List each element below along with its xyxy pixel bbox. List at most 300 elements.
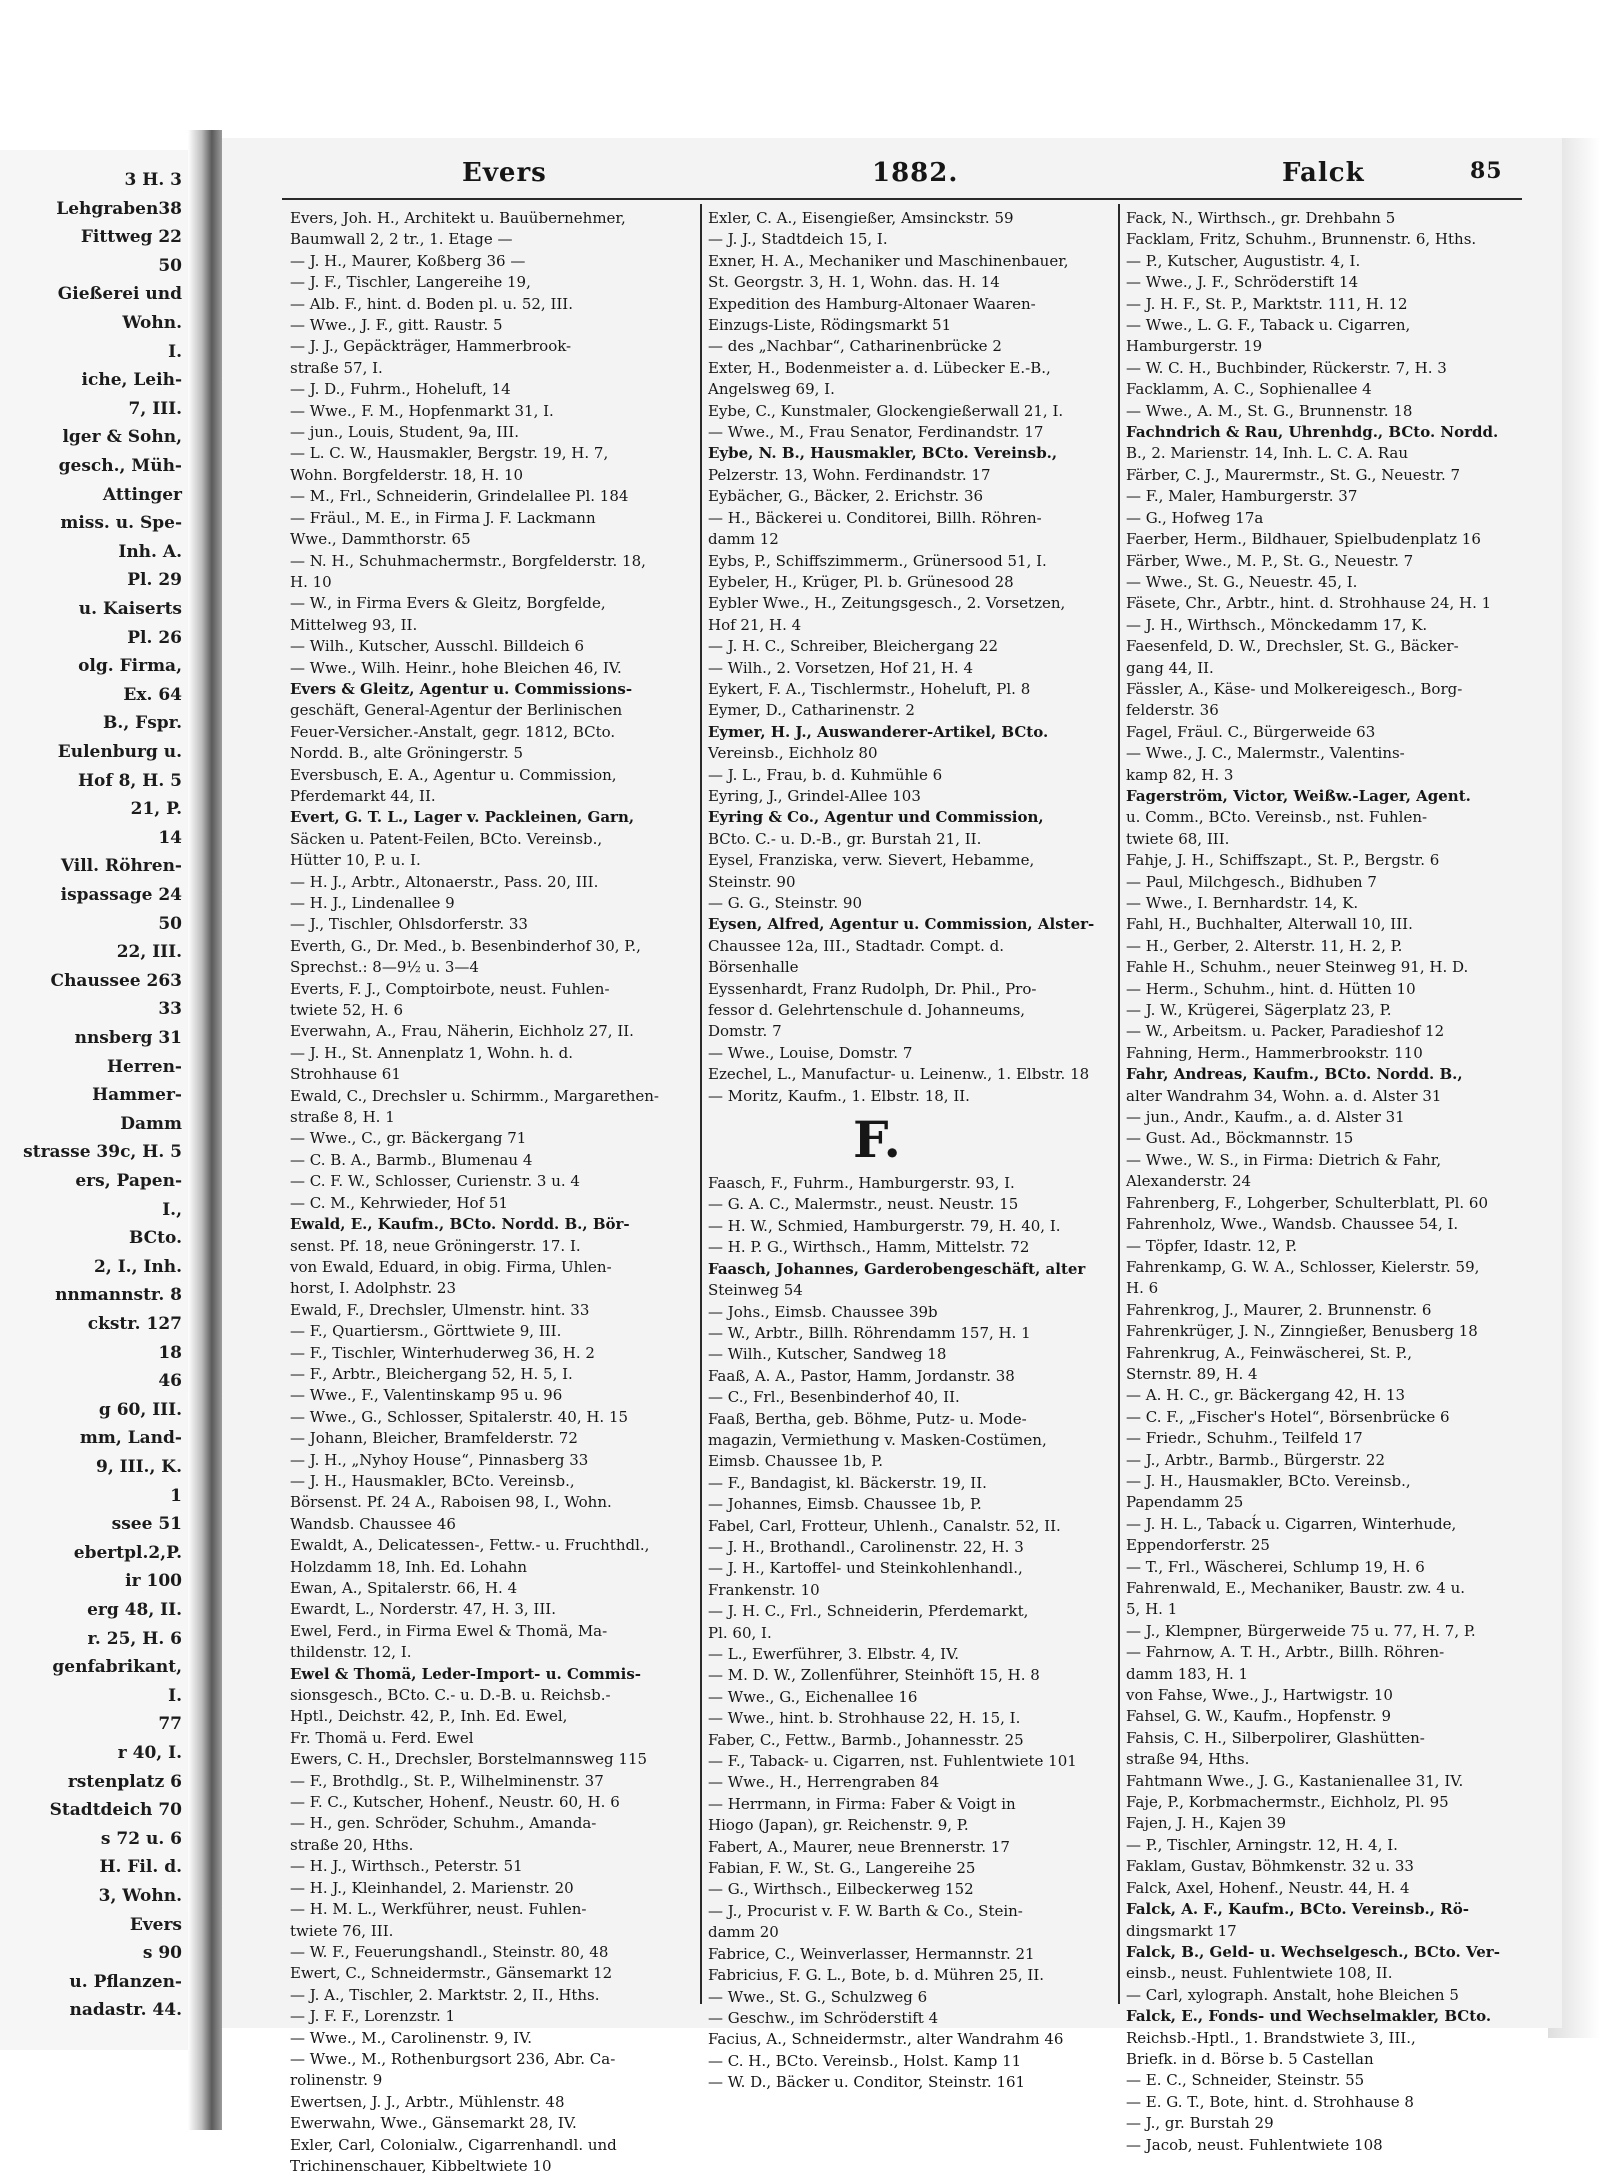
directory-entry-line: Eppendorferstr. 25 xyxy=(1126,1536,1270,1555)
left-page-fragment: BCto. xyxy=(128,1228,182,1249)
left-page-fragment: Pl. 29 xyxy=(127,570,182,591)
directory-entry-line: — Friedr., Schuhm., Teilfeld 17 xyxy=(1126,1429,1363,1448)
left-page-fragment: 2, I., Inh. xyxy=(94,1256,182,1277)
directory-entry-line: — J., Tischler, Ohlsdorferstr. 33 xyxy=(290,915,528,934)
directory-entry-line: Wwe., Dammthorstr. 65 xyxy=(290,530,471,549)
left-page-fragment: 1 xyxy=(170,1485,182,1506)
directory-entry-line: Fagerström, Victor, Weißw.-Lager, Agent. xyxy=(1126,786,1471,805)
directory-entry-line: — J., Klempner, Bürgerweide 75 u. 77, H. 7, P. xyxy=(1126,1621,1476,1640)
directory-entry-line: alter Wandrahm 34, Wohn. a. d. Alster 31 xyxy=(1126,1086,1442,1105)
directory-entry-line: Everts, F. J., Comptoirbote, neust. Fuhlen- xyxy=(290,979,610,998)
directory-entry-line: — Wwe., H., Herrengraben 84 xyxy=(708,1773,940,1792)
left-page-fragment: Attinger xyxy=(102,484,182,505)
directory-entry-line: — Johs., Eimsb. Chaussee 39b xyxy=(708,1302,938,1321)
left-page-fragment: r 40, I. xyxy=(117,1743,182,1763)
directory-entry-line: Facklam, Fritz, Schuhm., Brunnenstr. 6, Hths. xyxy=(1126,230,1477,249)
directory-entry-line: — F., Tischler, Winterhuderweg 36, H. 2 xyxy=(290,1343,595,1362)
directory-entry-line: — M., Frl., Schneiderin, Grindelallee Pl. 184 xyxy=(290,487,629,506)
directory-entry-line: — Wwe., St. G., Neuestr. 45, I. xyxy=(1126,572,1358,591)
left-page-fragment: Vill. Röhren- xyxy=(60,856,182,877)
directory-entry-line: — Herrmann, in Firma: Faber & Voigt in xyxy=(708,1794,1016,1813)
directory-entry-line: Fr. Thomä u. Ferd. Ewel xyxy=(290,1728,474,1747)
directory-entry-line: BCto. C.- u. D.-B., gr. Burstah 21, II. xyxy=(708,829,982,848)
directory-entry-line: sionsgesch., BCto. C.- u. D.-B. u. Reichsb.- xyxy=(290,1686,611,1705)
directory-entry-line: — Wwe., J. F., gitt. Raustr. 5 xyxy=(290,316,503,335)
directory-entry-line: straße 20, Hths. xyxy=(290,1835,414,1854)
directory-entry-line: straße 94, Hths. xyxy=(1126,1750,1250,1769)
header-year: 1882. xyxy=(872,158,959,188)
directory-entry-line: felderstr. 36 xyxy=(1126,701,1219,720)
directory-entry-line: Eyssenhardt, Franz Rudolph, Dr. Phil., Pro- xyxy=(708,979,1037,998)
directory-entry-line: Eybächer, G., Bäcker, 2. Erichstr. 36 xyxy=(708,487,984,506)
directory-entry-line: Falck, Axel, Hohenf., Neustr. 44, H. 4 xyxy=(1126,1878,1410,1897)
directory-entry-line: — Johannes, Eimsb. Chaussee 1b, P. xyxy=(708,1495,982,1514)
directory-entry-line: Fajen, J. H., Kajen 39 xyxy=(1126,1814,1287,1833)
directory-entry-line: — des „Nachbar“, Catharinenbrücke 2 xyxy=(708,337,1002,356)
directory-entry-line: — Wwe., M., Rothenburgsort 236, Abr. Ca- xyxy=(290,2049,616,2068)
directory-entry-line: thildenstr. 12, I. xyxy=(290,1643,412,1662)
left-page-fragment: gesch., Müh- xyxy=(58,456,182,476)
directory-entry-line: Faesenfeld, D. W., Drechsler, St. G., Bäcker- xyxy=(1126,637,1459,656)
directory-entry-line: Hiogo (Japan), gr. Reichenstr. 9, P. xyxy=(708,1816,969,1835)
directory-entry-line: Fagel, Fräul. C., Bürgerweide 63 xyxy=(1126,722,1376,741)
directory-entry-line: Fahl, H., Buchhalter, Alterwall 10, III. xyxy=(1126,915,1413,934)
directory-entry-line: senst. Pf. 18, neue Gröningerstr. 17. I. xyxy=(290,1236,581,1255)
directory-entry-line: Everth, G., Dr. Med., b. Besenbinderhof 30, P., xyxy=(290,936,641,955)
directory-entry-line: Faaß, A. A., Pastor, Hamm, Jordanstr. 38 xyxy=(708,1366,1015,1385)
directory-entry-line: magazin, Vermiethung v. Masken-Costümen, xyxy=(708,1430,1047,1449)
directory-entry-line: Ewardt, L., Norderstr. 47, H. 3, III. xyxy=(290,1600,556,1619)
directory-entry-line: — F., Arbtr., Bleichergang 52, H. 5, I. xyxy=(290,1364,573,1383)
directory-entry-line: Fahtmann Wwe., J. G., Kastanienallee 31, IV. xyxy=(1126,1771,1464,1790)
directory-entry-line: — A. H. C., gr. Bäckergang 42, H. 13 xyxy=(1126,1386,1406,1405)
directory-entry-line: — H., Gerber, 2. Alterstr. 11, H. 2, P. xyxy=(1126,936,1403,955)
directory-entry-line: — P., Kutscher, Augustistr. 4, I. xyxy=(1126,251,1361,270)
directory-column-3 xyxy=(1126,208,1524,2154)
directory-entry-line: — H. J., Kleinhandel, 2. Marienstr. 20 xyxy=(290,1878,574,1897)
directory-entry-line: — G., Hofweg 17a xyxy=(1126,508,1264,527)
directory-entry-line: Fässler, A., Käse- und Molkereigesch., Borg- xyxy=(1126,679,1463,698)
directory-entry-line: — E. G. T., Bote, hint. d. Strohhause 8 xyxy=(1126,2092,1414,2111)
directory-entry-line: — L. C. W., Hausmakler, Bergstr. 19, H. 7, xyxy=(290,444,609,463)
directory-entry-line: Evers, Joh. H., Architekt u. Bauübernehmer, xyxy=(290,209,626,227)
directory-entry-line: — J. F. F., Lorenzstr. 1 xyxy=(290,2007,456,2026)
directory-entry-line: Reichsb.-Hptl., 1. Brandstwiete 3, III., xyxy=(1126,2028,1416,2047)
directory-entry-line: rolinenstr. 9 xyxy=(290,2071,383,2090)
directory-entry-line: — F. C., Kutscher, Hohenf., Neustr. 60, H. 6 xyxy=(290,1793,620,1812)
directory-entry-line: Fahning, Herm., Hammerbrookstr. 110 xyxy=(1126,1043,1423,1062)
header-rule xyxy=(282,198,1522,200)
directory-entry-line: — Geschw., im Schröderstift 4 xyxy=(708,2008,939,2027)
directory-entry-line: Ezechel, L., Manufactur- u. Leinenw., 1. Elbstr. 18 xyxy=(708,1065,1090,1084)
directory-entry-line: — Wwe., I. Bernhardstr. 14, K. xyxy=(1126,894,1359,912)
directory-entry-line: — J. H. C., Schreiber, Bleichergang 22 xyxy=(708,637,999,656)
directory-entry-line: — J. A., Tischler, 2. Marktstr. 2, II., Hths. xyxy=(290,1985,600,2004)
directory-entry-line: — Wilh., 2. Vorsetzen, Hof 21, H. 4 xyxy=(708,658,974,677)
left-page-fragment: 77 xyxy=(158,1714,182,1735)
directory-entry-line: Fahrenwald, E., Mechaniker, Baustr. zw. 4 u. xyxy=(1126,1579,1466,1597)
directory-entry-line: Fabel, Carl, Frotteur, Uhlenh., Canalstr. 52, II. xyxy=(708,1516,1061,1535)
directory-entry-line: — Alb. F., hint. d. Boden pl. u. 52, III. xyxy=(290,294,573,313)
left-page-fragment: Damm xyxy=(120,1113,182,1134)
left-page-fragment: I. xyxy=(168,341,182,362)
directory-entry-line: — jun., Andr., Kaufm., a. d. Alster 31 xyxy=(1126,1108,1405,1127)
directory-entry-line: — H. J., Lindenallee 9 xyxy=(290,894,455,912)
directory-entry-line: — Wwe., hint. b. Strohhause 22, H. 15, I. xyxy=(708,1709,1021,1728)
directory-entry-line: Pl. 60, I. xyxy=(708,1623,772,1642)
directory-entry-line: Faasch, F., Fuhrm., Hamburgerstr. 93, I. xyxy=(708,1174,1015,1193)
directory-entry-line: — J., gr. Burstah 29 xyxy=(1126,2114,1274,2133)
directory-entry-line: — H. M. L., Werkführer, neust. Fuhlen- xyxy=(290,1900,587,1919)
directory-entry-line: — G. G., Steinstr. 90 xyxy=(708,894,863,912)
directory-entry-line: — G. A. C., Malermstr., neust. Neustr. 15 xyxy=(708,1195,1019,1214)
directory-entry-line: — C. M., Kehrwieder, Hof 51 xyxy=(290,1193,508,1212)
left-page-fragment: g 60, III. xyxy=(98,1399,182,1420)
directory-entry-line: Fahrenberg, F., Lohgerber, Schulterblatt, Pl. 60 xyxy=(1126,1193,1489,1212)
left-page-fragment: 50 xyxy=(158,913,182,934)
left-page-fragment: s 72 u. 6 xyxy=(100,1828,182,1849)
directory-entry-line: — J. H., Hausmakler, BCto. Vereinsb., xyxy=(1126,1471,1411,1490)
directory-entry-line: von Fahse, Wwe., J., Hartwigstr. 10 xyxy=(1126,1686,1393,1705)
column-divider xyxy=(700,204,702,2004)
directory-entry-line: Exter, H., Bodenmeister a. d. Lübecker E.-B., xyxy=(708,358,1051,377)
directory-entry-line: Ewaldt, A., Delicatessen-, Fettw.- u. Fruchthdl., xyxy=(290,1536,650,1555)
directory-entry-line: — Wwe., J. C., Malermstr., Valentins- xyxy=(1126,744,1405,763)
directory-entry-line: Fabrice, C., Weinverlasser, Hermannstr. 21 xyxy=(708,1944,1035,1963)
left-page-fragment: strasse 39c, H. 5 xyxy=(23,1142,182,1163)
directory-entry-line: 5, H. 1 xyxy=(1126,1600,1178,1619)
left-page-fragment: ers, Papen- xyxy=(75,1171,182,1191)
directory-entry-line: — H. J., Arbtr., Altonaerstr., Pass. 20, III. xyxy=(290,872,599,891)
directory-entry-line: Strohhause 61 xyxy=(290,1065,401,1084)
directory-entry-line: Wohn. Borgfelderstr. 18, H. 10 xyxy=(290,465,524,484)
directory-entry-line: Eyring, J., Grindel-Allee 103 xyxy=(708,786,921,805)
directory-entry-line: Pferdemarkt 44, II. xyxy=(290,786,436,805)
directory-entry-line: Eyring & Co., Agentur und Commission, xyxy=(708,808,1044,827)
directory-entry-line: Fahsel, G. W., Kaufm., Hopfenstr. 9 xyxy=(1126,1707,1392,1726)
left-page-fragment: nadastr. 44. xyxy=(69,2000,182,2021)
directory-entry-line: — J. H., „Nyhoy House“, Pinnasberg 33 xyxy=(290,1450,589,1469)
left-page-fragment: nnsberg 31 xyxy=(74,1028,182,1048)
directory-entry-line: — J. H. C., Frl., Schneiderin, Pferdemarkt, xyxy=(708,1602,1029,1621)
directory-entry-line: Faber, C., Fettw., Barmb., Johannesstr. 25 xyxy=(708,1730,1024,1749)
directory-entry-line: — J. H., Kartoffel- und Steinkohlenhandl., xyxy=(708,1559,1023,1578)
directory-entry-line: einsb., neust. Fuhlentwiete 108, II. xyxy=(1126,1964,1393,1983)
directory-entry-line: H. 6 xyxy=(1126,1279,1159,1298)
directory-entry-line: kamp 82, H. 3 xyxy=(1126,765,1234,784)
left-page-fragment: r. 25, H. 6 xyxy=(87,1628,182,1649)
directory-entry-line: Fahrenholz, Wwe., Wandsb. Chaussee 54, I. xyxy=(1126,1215,1459,1234)
directory-entry-line: — H., gen. Schröder, Schuhm., Amanda- xyxy=(290,1814,597,1833)
left-page-fragment: 50 xyxy=(158,255,182,276)
left-page-fragment: 3 H. 3 xyxy=(124,170,182,190)
directory-entry-line: straße 57, I. xyxy=(290,358,383,377)
directory-entry-line: — Wwe., M., Frau Senator, Ferdinandstr. 17 xyxy=(708,423,1044,442)
directory-entry-line: — Wwe., M., Carolinenstr. 9, IV. xyxy=(290,2028,533,2047)
directory-entry-line: — H., Bäckerei u. Conditorei, Billh. Röhren- xyxy=(708,508,1042,527)
left-page-fragment: 3, Wohn. xyxy=(98,1886,182,1906)
directory-entry-line: Hof 21, H. 4 xyxy=(708,615,802,634)
directory-entry-line: Eymer, D., Catharinenstr. 2 xyxy=(708,701,915,720)
directory-entry-line: — H. P. G., Wirthsch., Hamm, Mittelstr. 72 xyxy=(708,1238,1030,1257)
directory-entry-line: — W. F., Feuerungshandl., Steinstr. 80, 48 xyxy=(290,1942,609,1961)
directory-entry-line: Steinstr. 90 xyxy=(708,872,796,891)
directory-entry-line: — M. D. W., Zollenführer, Steinhöft 15, H. 8 xyxy=(708,1666,1040,1685)
left-page-fragment: Pl. 26 xyxy=(127,627,182,648)
directory-entry-line: — L., Ewerführer, 3. Elbstr. 4, IV. xyxy=(708,1645,960,1663)
directory-entry-line: Faaß, Bertha, geb. Böhme, Putz- u. Mode- xyxy=(708,1409,1027,1428)
directory-entry-line: Expedition des Hamburg-Altonaer Waaren- xyxy=(708,294,1036,313)
directory-entry-line: Ewerwahn, Wwe., Gänsemarkt 28, IV. xyxy=(290,2114,577,2133)
directory-entry-line: — F., Maler, Hamburgerstr. 37 xyxy=(1126,487,1358,506)
left-page-fragment: 46 xyxy=(158,1371,182,1392)
directory-entry-line: Eysen, Alfred, Agentur u. Commission, Alster- xyxy=(708,915,1095,934)
directory-entry-line: u. Comm., BCto. Vereinsb., nst. Fuhlen- xyxy=(1126,808,1428,827)
directory-entry-line: — F., Taback- u. Cigarren, nst. Fuhlentwiete 101 xyxy=(708,1752,1077,1771)
directory-entry-line: Sprechst.: 8—9½ u. 3—4 xyxy=(290,958,479,977)
directory-entry-line: Fahrenkrüger, J. N., Zinngießer, Benusberg 18 xyxy=(1126,1322,1478,1341)
left-page-fragment: 14 xyxy=(158,827,182,848)
directory-entry-line: Eybs, P., Schiffszimmerm., Grünersood 51, I. xyxy=(708,551,1047,570)
left-page-fragment: Wohn. xyxy=(122,313,182,333)
left-page-fragment: Eulenburg u. xyxy=(57,742,182,762)
directory-entry-line: — Wwe., Louise, Domstr. 7 xyxy=(708,1043,913,1062)
directory-entry-line: Ewers, C. H., Drechsler, Borstelmannsweg 115 xyxy=(290,1750,648,1769)
directory-entry-line: fessor d. Gelehrtenschule d. Johanneums, xyxy=(708,1001,1026,1020)
left-page-fragment: 9, III., K. xyxy=(96,1457,182,1477)
left-page-fragment: miss. u. Spe- xyxy=(60,513,182,534)
directory-entry-line: Vereinsb., Eichholz 80 xyxy=(708,744,878,763)
directory-entry-line: Fahsis, C. H., Silberpolirer, Glashütten- xyxy=(1126,1728,1425,1747)
directory-entry-line: Exler, Carl, Colonialw., Cigarrenhandl. und xyxy=(290,2135,617,2154)
directory-entry-line: — J. F., Tischler, Langereihe 19, xyxy=(290,273,531,292)
directory-entry-line: Trichinenschauer, Kibbeltwiete 10 xyxy=(290,2156,552,2175)
directory-entry-line: damm 12 xyxy=(708,530,779,549)
column-divider xyxy=(1118,204,1120,2004)
directory-entry-line: — J. W., Krügerei, Sägerplatz 23, P. xyxy=(1126,1001,1392,1020)
left-page-fragment: genfabrikant, xyxy=(52,1657,182,1678)
directory-entry-line: Angelsweg 69, I. xyxy=(708,380,835,399)
left-page-fragment: ispassage 24 xyxy=(60,885,182,905)
directory-entry-line: — Töpfer, Idastr. 12, P. xyxy=(1126,1236,1298,1255)
directory-entry-line: Fahr, Andreas, Kaufm., BCto. Nordd. B., xyxy=(1126,1065,1463,1084)
directory-entry-line: Alexanderstr. 24 xyxy=(1126,1172,1252,1191)
directory-entry-line: Exler, C. A., Eisengießer, Amsinckstr. 59 xyxy=(708,209,1014,227)
page-header xyxy=(222,158,1562,198)
directory-entry-line: — W. D., Bäcker u. Conditor, Steinstr. 161 xyxy=(708,2073,1026,2092)
directory-entry-line: — E. C., Schneider, Steinstr. 55 xyxy=(1126,2071,1365,2090)
directory-entry-line: Eysel, Franziska, verw. Sievert, Hebamme, xyxy=(708,851,1035,870)
directory-entry-line: Fahrenkamp, G. W. A., Schlosser, Kielerstr. 59, xyxy=(1126,1257,1480,1276)
directory-entry-line: Everwahn, A., Frau, Näherin, Eichholz 27, II. xyxy=(290,1022,634,1041)
directory-entry-line: Ewert, C., Schneidermstr., Gänsemarkt 12 xyxy=(290,1964,613,1983)
directory-entry-line: Holzdamm 18, Inh. Ed. Lohahn xyxy=(290,1557,527,1576)
directory-entry-line: Domstr. 7 xyxy=(708,1022,782,1041)
left-page-fragment: B., Fspr. xyxy=(103,713,182,734)
directory-entry-line: twiete 52, H. 6 xyxy=(290,1001,403,1020)
left-page-fragment: Inh. A. xyxy=(118,541,182,562)
directory-entry-line: — J. J., Stadtdeich 15, I. xyxy=(708,230,888,249)
directory-entry-line: — G., Wirthsch., Eilbeckerweg 152 xyxy=(708,1880,974,1899)
directory-column-1 xyxy=(290,208,688,2175)
directory-entry-line: Einzugs-Liste, Rödingsmarkt 51 xyxy=(708,316,952,335)
page-number: 85 xyxy=(1470,158,1503,184)
directory-entry-line: — J. H., Maurer, Koßberg 36 — xyxy=(290,251,526,270)
directory-entry-line: — C., Frl., Besenbinderhof 40, II. xyxy=(708,1388,960,1407)
directory-entry-line: Mittelweg 93, II. xyxy=(290,615,418,634)
directory-entry-line: — C. F., „Fischer's Hotel“, Börsenbrücke 6 xyxy=(1126,1407,1450,1426)
left-page-fragment: Herren- xyxy=(106,1056,182,1077)
header-catchword-left: Evers xyxy=(462,158,547,188)
directory-entry-line: Baumwall 2, 2 tr., 1. Etage — xyxy=(290,230,513,249)
directory-entry-line: von Ewald, Eduard, in obig. Firma, Uhlen- xyxy=(290,1257,612,1276)
directory-entry-line: — J. D., Fuhrm., Hoheluft, 14 xyxy=(290,380,511,399)
directory-entry-line: — T., Frl., Wäscherei, Schlump 19, H. 6 xyxy=(1126,1557,1425,1576)
directory-entry-line: gang 44, II. xyxy=(1126,658,1214,677)
left-page-fragment: lger & Sohn, xyxy=(62,427,182,448)
directory-entry-line: damm 183, H. 1 xyxy=(1126,1664,1249,1683)
left-page-fragment: Stadtdeich 70 xyxy=(49,1800,182,1821)
directory-entry-line: Ewald, F., Drechsler, Ulmenstr. hint. 33 xyxy=(290,1300,590,1319)
directory-entry-line: Fabricius, F. G. L., Bote, b. d. Mühren 25, II. xyxy=(708,1966,1045,1985)
left-page-fragment: ssee 51 xyxy=(111,1514,182,1535)
left-page-fragment: erg 48, II. xyxy=(87,1600,182,1620)
left-page-fragment: Chaussee 263 xyxy=(50,970,182,991)
directory-entry-line: Fäsete, Chr., Arbtr., hint. d. Strohhause 24, H. 1 xyxy=(1126,594,1492,613)
directory-entry-line: Färber, Wwe., M. P., St. G., Neuestr. 7 xyxy=(1126,551,1414,570)
directory-entry-line: geschäft, General-Agentur der Berlinischen xyxy=(290,701,623,720)
directory-entry-line: — F., Quartiersm., Görttwiete 9, III. xyxy=(290,1322,562,1341)
directory-entry-line: damm 20 xyxy=(708,1923,779,1942)
directory-entry-line: Briefk. in d. Börse b. 5 Castellan xyxy=(1126,2049,1374,2068)
directory-entry-line: — J. J., Gepäckträger, Hammerbrook- xyxy=(290,337,572,356)
directory-entry-line: Papendamm 25 xyxy=(1126,1493,1244,1512)
directory-entry-line: Fack, N., Wirthsch., gr. Drehbahn 5 xyxy=(1126,209,1396,227)
directory-entry-line: Ewel, Ferd., in Firma Ewel & Thomä, Ma- xyxy=(290,1621,608,1640)
directory-entry-line: — Gust. Ad., Böckmannstr. 15 xyxy=(1126,1129,1354,1148)
directory-entry-line: Fahje, J. H., Schiffszapt., St. P., Bergstr. 6 xyxy=(1126,851,1440,870)
directory-entry-line: — W., in Firma Evers & Gleitz, Borgfelde, xyxy=(290,594,606,613)
directory-entry-line: — C. H., BCto. Vereinsb., Holst. Kamp 11 xyxy=(708,2051,1022,2070)
directory-entry-line: twiete 76, III. xyxy=(290,1921,394,1940)
directory-entry-line: — Jacob, neust. Fuhlentwiete 108 xyxy=(1126,2135,1383,2154)
directory-entry-line: — J., Procurist v. F. W. Barth & Co., Stein- xyxy=(708,1901,1023,1920)
directory-entry-line: Ewertsen, J. J., Arbtr., Mühlenstr. 48 xyxy=(290,2092,565,2111)
directory-entry-line: Pelzerstr. 13, Wohn. Ferdinandstr. 17 xyxy=(708,465,991,484)
directory-entry-line: Eybe, C., Kunstmaler, Glockengießerwall 21, I. xyxy=(708,401,1064,420)
directory-entry-line: — N. H., Schuhmachermstr., Borgfelderstr. 18, xyxy=(290,551,646,570)
left-page-fragment: 33 xyxy=(158,999,182,1020)
left-page-fragment: Evers xyxy=(129,1914,182,1935)
directory-entry-line: Faklam, Gustav, Böhmkenstr. 32 u. 33 xyxy=(1126,1857,1414,1876)
left-page-fragment: Ex. 64 xyxy=(123,684,182,705)
directory-entry-line: Ewan, A., Spitalerstr. 66, H. 4 xyxy=(290,1579,518,1597)
directory-entry-line: — Wwe., F. M., Hopfenmarkt 31, I. xyxy=(290,401,554,420)
left-page-fragment: mm, Land- xyxy=(79,1428,182,1449)
directory-entry-line: — Johann, Bleicher, Bramfelderstr. 72 xyxy=(290,1429,578,1448)
directory-entry-line: Eykert, F. A., Tischlermstr., Hoheluft, Pl. 8 xyxy=(708,679,1031,698)
directory-entry-line: Faje, P., Korbmachermstr., Eichholz, Pl. 95 xyxy=(1126,1793,1449,1812)
directory-entry-line: Fabian, F. W., St. G., Langereihe 25 xyxy=(708,1859,976,1878)
directory-entry-line: Hütter 10, P. u. I. xyxy=(290,851,421,870)
directory-entry-line: Eybeler, H., Krüger, Pl. b. Grünesood 28 xyxy=(708,572,1014,591)
directory-entry-line: Nordd. B., alte Gröningerstr. 5 xyxy=(290,744,524,763)
left-page-fragment: iche, Leih- xyxy=(81,370,182,391)
directory-entry-line: Ewald, E., Kaufm., BCto. Nordd. B., Bör- xyxy=(290,1215,630,1234)
directory-entry-line: Börsenst. Pf. 24 A., Raboisen 98, I., Wohn. xyxy=(290,1493,612,1512)
directory-entry-line: — J. H., St. Annenplatz 1, Wohn. h. d. xyxy=(290,1043,574,1062)
directory-entry-line: Börsenhalle xyxy=(708,958,799,977)
left-page-fragment: olg. Firma, xyxy=(78,656,182,677)
directory-entry-line: — Wwe., Wilh. Heinr., hohe Bleichen 46, IV. xyxy=(290,658,622,677)
directory-entry-line: straße 8, H. 1 xyxy=(290,1108,395,1127)
directory-entry-line: — Wwe., J. F., Schröderstift 14 xyxy=(1126,273,1359,292)
directory-entry-line: Eimsb. Chaussee 1b, P. xyxy=(708,1452,883,1471)
left-page-fragment: s 90 xyxy=(142,1943,182,1964)
left-page-fragment: Hammer- xyxy=(92,1085,182,1106)
directory-entry-line: twiete 68, III. xyxy=(1126,829,1230,848)
left-page-fragment: u. Kaiserts xyxy=(78,599,182,619)
left-page-fragment: Fittweg 22 xyxy=(80,227,182,248)
directory-entry-line: Ewel & Thomä, Leder-Import- u. Commis- xyxy=(290,1664,641,1683)
directory-entry-line: Steinweg 54 xyxy=(708,1281,803,1300)
directory-entry-line: — Herm., Schuhm., hint. d. Hütten 10 xyxy=(1126,979,1416,998)
directory-entry-line: Exner, H. A., Mechaniker und Maschinenbauer, xyxy=(708,251,1069,270)
directory-entry-line: Eversbusch, E. A., Agentur u. Commission, xyxy=(290,765,617,784)
directory-entry-line: Hptl., Deichstr. 42, P., Inh. Ed. Ewel, xyxy=(290,1707,568,1726)
directory-entry-line: Falck, A. F., Kaufm., BCto. Vereinsb., Rö- xyxy=(1126,1900,1469,1919)
left-page-fragment: 18 xyxy=(158,1342,182,1363)
directory-entry-line: Fachndrich & Rau, Uhrenhdg., BCto. Nordd. xyxy=(1126,423,1499,442)
directory-entry-line: Fahrenkrug, A., Feinwäscherei, St. P., xyxy=(1126,1343,1413,1362)
directory-entry-line: — W. C. H., Buchbinder, Rückerstr. 7, H. 3 xyxy=(1126,358,1447,377)
directory-entry-line: Faerber, Herm., Bildhauer, Spielbudenplatz 16 xyxy=(1126,530,1481,549)
directory-entry-line: — Fräul., M. E., in Firma J. F. Lackmann xyxy=(290,508,596,527)
directory-entry-line: Hamburgerstr. 19 xyxy=(1126,337,1263,356)
directory-entry-line: Fahle H., Schuhm., neuer Steinweg 91, H. D. xyxy=(1126,958,1469,977)
left-page-fragment: rstenplatz 6 xyxy=(67,1771,182,1792)
directory-entry-line: — J., Arbtr., Barmb., Bürgerstr. 22 xyxy=(1126,1450,1386,1469)
header-catchword-right: Falck xyxy=(1282,158,1365,188)
directory-entry-line: — P., Tischler, Arningstr. 12, H. 4, I. xyxy=(1126,1835,1398,1854)
directory-entry-line: Falck, E., Fonds- und Wechselmakler, BCto. xyxy=(1126,2007,1492,2026)
left-page-edge xyxy=(0,150,188,2050)
left-page-fragment: H. Fil. d. xyxy=(99,1857,182,1878)
directory-entry-line: — Wwe., C., gr. Bäckergang 71 xyxy=(290,1129,527,1148)
left-page-fragment: ir 100 xyxy=(125,1571,182,1592)
directory-entry-line: — Wilh., Kutscher, Ausschl. Billdeich 6 xyxy=(290,637,585,656)
directory-entry-line: — F., Brothdlg., St. P., Wilhelminenstr. 37 xyxy=(290,1771,604,1790)
directory-entry-line: Facius, A., Schneidermstr., alter Wandrahm 46 xyxy=(708,2030,1064,2049)
left-page-fragment: 21, P. xyxy=(130,799,182,820)
directory-entry-line: — H. J., Wirthsch., Peterstr. 51 xyxy=(290,1857,523,1876)
directory-entry-line: Fahrenkrog, J., Maurer, 2. Brunnenstr. 6 xyxy=(1126,1300,1432,1319)
directory-entry-line: — J. H., Wirthsch., Mönckedamm 17, K. xyxy=(1126,615,1428,634)
left-page-fragment: ckstr. 127 xyxy=(87,1314,182,1334)
directory-entry-line: — Fahrnow, A. T. H., Arbtr., Billh. Röhren- xyxy=(1126,1643,1445,1662)
directory-entry-line: Facklamm, A. C., Sophienallee 4 xyxy=(1126,380,1372,399)
directory-page xyxy=(222,138,1562,2175)
directory-entry-line: Ewald, C., Drechsler u. Schirmm., Margarethen- xyxy=(290,1086,659,1105)
directory-entry-line: — C. B. A., Barmb., Blumenau 4 xyxy=(290,1150,533,1169)
directory-entry-line: — Paul, Milchgesch., Bidhuben 7 xyxy=(1126,872,1377,891)
directory-entry-line: St. Georgstr. 3, H. 1, Wohn. das. H. 14 xyxy=(708,273,1000,292)
directory-entry-line: dingsmarkt 17 xyxy=(1126,1921,1237,1940)
directory-entry-line: — jun., Louis, Student, 9a, III. xyxy=(290,423,519,442)
directory-entry-line: Wandsb. Chaussee 46 xyxy=(290,1514,456,1533)
left-page-fragment: 7, III. xyxy=(128,398,182,419)
directory-entry-line: — Wilh., Kutscher, Sandweg 18 xyxy=(708,1345,947,1364)
